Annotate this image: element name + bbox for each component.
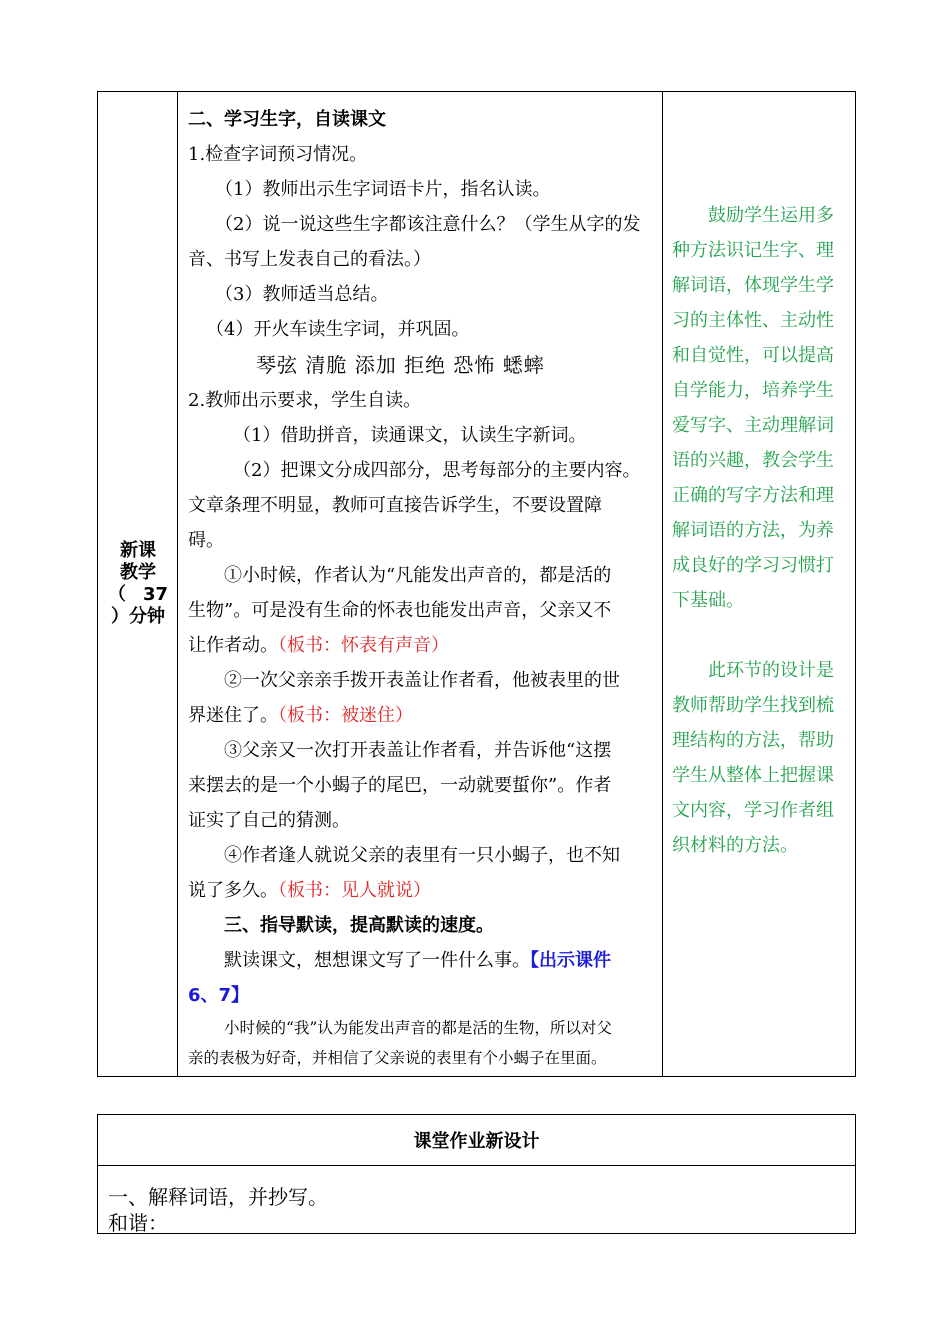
- stage-cell: [98, 92, 178, 1076]
- silent-read-task: 默读课文，想想课文写了一件什么事。: [224, 950, 530, 971]
- step1-item: （1）教师出示生字词语卡片，指名认读。: [215, 179, 551, 200]
- note-line: 下基础。: [672, 590, 744, 611]
- summary-line: 小时候的“我”认为能发出声音的都是活的生物，所以对父: [224, 1019, 612, 1037]
- board-note: （板书：被迷住）: [278, 705, 413, 726]
- design-notes-cell: [664, 92, 854, 1076]
- homework-word: 和谐：: [108, 1211, 168, 1235]
- note-line: 语的兴趣，教会学生: [672, 450, 834, 471]
- board-note: （板书：见人就说）: [278, 880, 431, 901]
- part4-line: 说了多久。: [188, 880, 278, 901]
- part3-line: ③父亲又一次打开表盖让作者看，并告诉他“这摆: [224, 740, 612, 761]
- note-line: 解词语，体现学生学: [672, 275, 834, 296]
- section2-title: 二、学习生字，自读课文: [188, 109, 386, 130]
- step2-item: （1）借助拼音，读通课文，认读生字新词。: [233, 425, 587, 446]
- stage-line1: 新课: [120, 540, 156, 561]
- note-line: 种方法识记生字、理: [672, 240, 834, 261]
- step1-item: （3）教师适当总结。: [215, 284, 389, 305]
- part2-line: ②一次父亲亲手拨开表盖让作者看，他被表里的世: [224, 670, 620, 691]
- homework-title: 课堂作业新设计: [98, 1115, 855, 1166]
- step2: 2.教师出示要求，学生自读。: [188, 390, 422, 411]
- step2-item-cont: 碍。: [188, 530, 224, 551]
- vocab-words: 琴弦 清脆 添加 拒绝 恐怖 蟋蟀: [256, 353, 545, 377]
- note-line: 解词语的方法，为养: [672, 520, 834, 541]
- courseware-note-cont: 6、7】: [188, 985, 250, 1006]
- homework-body: [98, 1166, 855, 1236]
- note-line: 和自觉性，可以提高: [672, 345, 834, 366]
- section3-title: 三、指导默读，提高默读的速度。: [224, 915, 494, 936]
- step1-item-cont: 音、书写上发表自己的看法。）: [188, 249, 431, 270]
- lesson-plan-table: [97, 91, 856, 1077]
- homework-table: [97, 1114, 856, 1234]
- note-line: 织材料的方法。: [672, 835, 798, 856]
- step2-item: （2）把课文分成四部分，思考每部分的主要内容。: [233, 460, 641, 481]
- note-line: 文内容，学习作者组: [672, 800, 834, 821]
- note-line: 鼓励学生运用多: [708, 205, 834, 226]
- part1-line: 生物”。可是没有生命的怀表也能发出声音，父亲又不: [188, 600, 612, 621]
- part1-line: ①小时候，作者认为“凡能发出声音的，都是活的: [224, 565, 612, 586]
- note-line: 爱写字、主动理解词: [672, 415, 834, 436]
- step1-item: （4）开火车读生字词，并巩固。: [206, 319, 470, 340]
- note-line: 成良好的学习习惯打: [672, 555, 834, 576]
- stage-line2: 教学: [120, 562, 156, 583]
- courseware-note: 【出示课件: [530, 950, 611, 971]
- note-spacer: [672, 618, 854, 653]
- note-line: 习的主体性、主动性: [672, 310, 834, 331]
- part3-line: 证实了自己的猜测。: [188, 810, 350, 831]
- part2-line: 界迷住了。: [188, 705, 278, 726]
- note-line: 教师帮助学生找到梳: [672, 695, 834, 716]
- part1-line: 让作者动。: [188, 635, 278, 656]
- note-line: 学生从整体上把握课: [672, 765, 834, 786]
- note-line: 正确的写字方法和理: [672, 485, 834, 506]
- part3-line: 来摆去的是一个小蝎子的尾巴，一动就要蜇你”。作者: [188, 775, 612, 796]
- step1-item: （2）说一说这些生字都该注意什么？（学生从字的发: [215, 214, 641, 235]
- minutes-suffix: ）分钟: [111, 606, 165, 627]
- step1: 1.检查字词预习情况。: [188, 144, 368, 165]
- minutes-value: 37: [142, 584, 168, 605]
- board-note: （板书：怀表有声音）: [278, 635, 449, 656]
- note-line: 此环节的设计是: [708, 660, 834, 681]
- part4-line: ④作者逢人就说父亲的表里有一只小蝎子，也不知: [224, 845, 620, 866]
- note-line: 理结构的方法，帮助: [672, 730, 834, 751]
- note-line: 自学能力，培养学生: [672, 380, 834, 401]
- stage-label: [108, 540, 168, 628]
- open-paren: （: [108, 584, 126, 605]
- homework-question: 一、解释词语，并抄写。: [108, 1185, 328, 1209]
- teaching-content-cell: [178, 92, 663, 1076]
- step2-item-cont: 文章条理不明显，教师可直接告诉学生，不要设置障: [188, 495, 602, 516]
- summary-line: 亲的表极为好奇，并相信了父亲说的表里有个小蝎子在里面。: [188, 1049, 607, 1067]
